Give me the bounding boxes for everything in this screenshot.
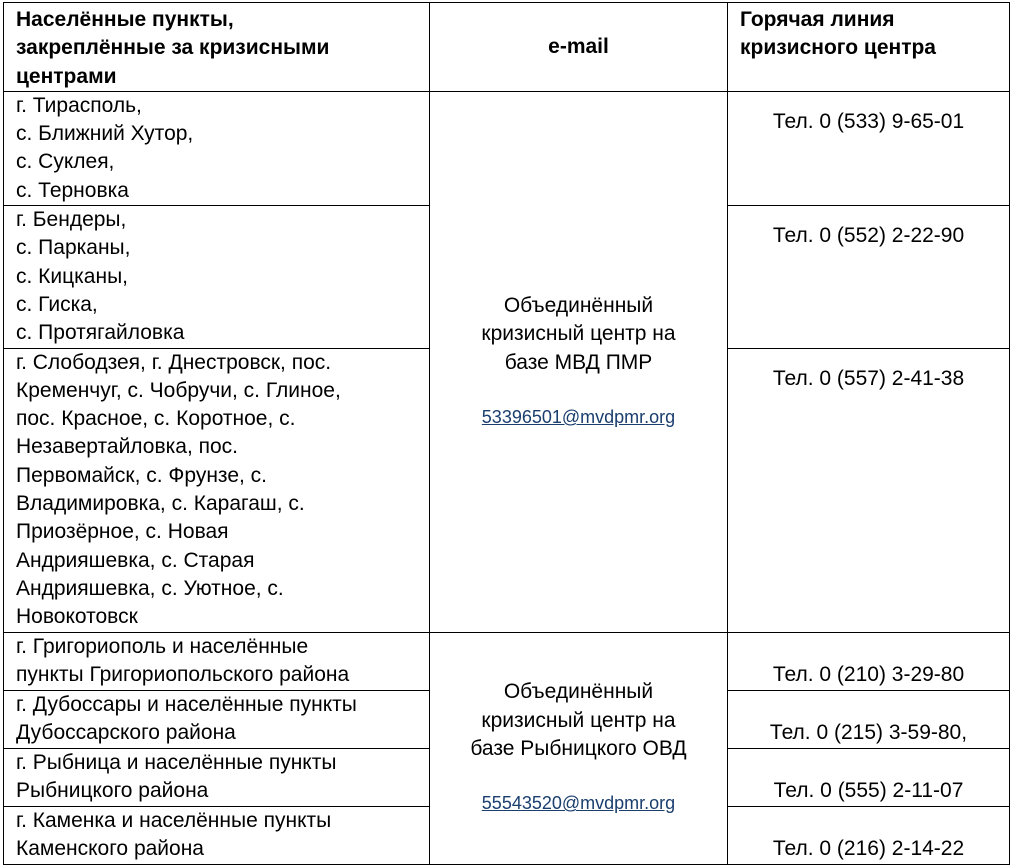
settlements-cell: г. Григориополь и населённые пункты Григориопольского района <box>4 632 430 690</box>
settlements-cell: г. Каменка и населённые пункты Каменского района <box>4 806 430 864</box>
settlements-cell: г. Слободзея, г. Днестровск, пос. Кременчуг, с. Чобручи, с. Глиное, пос. Красное, с. Коротное, с. Незавертайловка, пос. Первомайск, с. Фрунзе, с. Владимировка, с. Карагаш, с. Приозёрное, с. Новая Андрияшевка, с. Старая Андрияшевка, с. Уютное, с. Новокотовск <box>4 348 430 632</box>
crisis-centers-table <box>3 2 1010 865</box>
hotline-phone: Тел. 0 (552) 2-22-90 <box>728 206 1010 348</box>
email-link[interactable]: 55543520@mvdpmr.org <box>481 793 676 814</box>
hotline-phone: Тел. 0 (533) 9-65-01 <box>728 91 1010 205</box>
settlements-cell: г. Бендеры, с. Парканы, с. Кицканы, с. Гиска, с. Протягайловка <box>4 206 430 348</box>
hotline-phone: Тел. 0 (216) 2-14-22 <box>728 806 1010 864</box>
header-email: e-mail <box>430 3 728 92</box>
settlements-cell: г. Дубоссары и населённые пункты Дубоссарского района <box>4 690 430 748</box>
hotline-phone: Тел. 0 (215) 3-59-80, <box>728 690 1010 748</box>
hotline-phone: Тел. 0 (557) 2-41-38 <box>728 348 1010 632</box>
settlements-cell: г. Тирасполь, с. Ближний Хутор, с. Суклея, с. Терновка <box>4 91 430 205</box>
table-row <box>4 632 1010 690</box>
crisis-center-name: Объединённый кризисный центр на базе Рыбницкого ОВД <box>470 680 687 761</box>
header-settlements: Населённые пункты, закреплённые за кризисными центрами <box>4 3 430 92</box>
crisis-center-name: Объединённый кризисный центр на базе МВД ПМР <box>481 294 676 374</box>
header-hotline: Горячая линия кризисного центра <box>728 3 1010 92</box>
hotline-phone: Тел. 0 (555) 2-11-07 <box>728 748 1010 806</box>
table-row <box>4 91 1010 205</box>
hotline-phone: Тел. 0 (210) 3-29-80 <box>728 632 1010 690</box>
email-link[interactable]: 53396501@mvdpmr.org <box>481 407 676 428</box>
crisis-center-cell <box>430 91 728 632</box>
settlements-cell: г. Рыбница и населённые пункты Рыбницкого района <box>4 748 430 806</box>
header-row <box>4 3 1010 92</box>
crisis-center-cell <box>430 632 728 864</box>
